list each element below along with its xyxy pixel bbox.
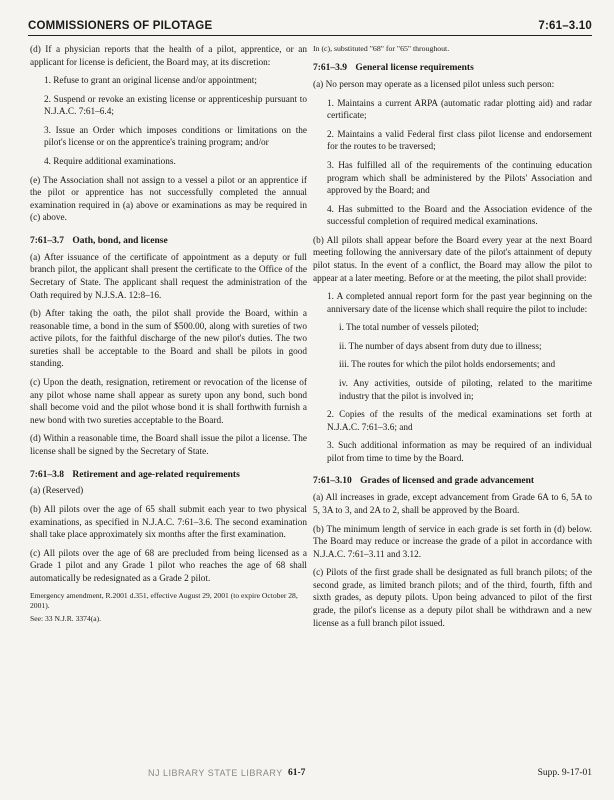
paragraph: (c) Upon the death, resignation, retirement or revocation of the license of any pilot whose name shall appear as surety upon any bond, such bond shall become void and the pilot whose bond it is shall forthwith furnish a new bond with two sureties acceptable to the Board. xyxy=(30,378,307,426)
list-item: 1. A completed annual report form for the past year beginning on the anniversary date of the license which shall require the pilot to include: xyxy=(327,292,592,315)
section-heading-3-7 xyxy=(30,235,307,248)
paragraph: (a) (Reserved) xyxy=(30,486,84,497)
list-item: 2. Suspend or revoke an existing license or apprenticeship pursuant to N.J.A.C. 7:61–6.4; xyxy=(44,94,307,118)
paragraph: (b) All pilots over the age of 65 shall submit each year to two physical examinations, as specified in N.J.A.C. 7:61–3.6. The second examination shall take place approximately six months after the first examination. xyxy=(30,505,307,541)
list-item: 3. Such additional information as may be required of an individual pilot from time to time by the Board. xyxy=(327,441,592,464)
supplement-date: Supp. 9-17-01 xyxy=(537,768,592,778)
page-footer xyxy=(28,768,592,784)
list-item: i. The total number of vessels piloted; xyxy=(339,323,479,334)
list-item: iv. Any activities, outside of piloting, related to the maritime industry that the pilot is involved in; xyxy=(339,379,592,402)
section-number: 7:61–3.10 xyxy=(313,476,352,487)
right-column xyxy=(313,44,592,636)
section-range: 7:61–3.10 xyxy=(538,20,592,32)
paragraph: (c) Pilots of the first grade shall be designated as full branch pilots; of the second grade, as limited branch pilots; and of the third, fourth, fifth and sixth grades, as deputy pilots. Upon being advanced to pilot of the first grade, the pilot's license as a deputy pilot shall be withdrawn and a new license as a full branch pilot issued. xyxy=(313,568,592,629)
paragraph: (a) No person may operate as a licensed pilot unless such person: xyxy=(313,80,555,91)
paragraph: (c) All pilots over the age of 68 are precluded from being licensed as a Grade 1 pilot and any Grade 1 pilot who reaches the age of 68 shall automatically be redesignated as a Grade 2 pilot. xyxy=(30,548,307,584)
section-title: Grades of licensed and grade advancement xyxy=(360,476,535,487)
paragraph: (b) All pilots shall appear before the Board every year at the next Board meeting following the anniversary date of the pilot's attainment of deputy pilot status. In the event of a conflict, the Board may allow the pilot to appear at a later meeting. Before or at the meeting, the pilot shall provide: xyxy=(313,235,592,284)
section-title: Oath, bond, and license xyxy=(72,235,168,246)
paragraph: (a) All increases in grade, except advancement from Grade 6A to 6, 5A to 5, 3A to 3, and 2A to 2, shall be approved by the Board. xyxy=(313,493,592,516)
list-item: 3. Has fulfilled all of the requirements of the continuing education program which shall be administered by the Pilots' Association and approved by the Board; and xyxy=(327,160,592,197)
list-item: 1. Refuse to grant an original license and/or appointment; xyxy=(44,76,257,87)
list-item: 4. Has submitted to the Board and the Association evidence of the successful completion of required medical examinations. xyxy=(327,204,592,228)
paragraph: (b) After taking the oath, the pilot shall provide the Board, within a reasonable time, a bond in the sum of $500.00, along with sureties of two active pilots, for the faithful discharge of the new pilot's duties. The two sureties shall be acceptable to the Board and shall be pilots in good standing. xyxy=(30,309,307,370)
list-item: ii. The number of days absent from duty due to illness; xyxy=(339,341,542,352)
paragraph: (a) After issuance of the certificate of appointment as a deputy or full branch pilot, the applicant shall present the certificate to the Office of the Secretary of State. The applicant shall request the administration of the Oath required by N.J.S.A. 12:8–16. xyxy=(30,252,307,301)
paragraph-e: (e) The Association shall not assign to a vessel a pilot or an apprentice if the pilot or apprentice has not successfully completed the annual examination required in (a) above or examinations as may be required in (c) above. xyxy=(30,175,307,224)
running-head xyxy=(28,14,592,32)
page-number: 61-7 xyxy=(288,768,306,778)
left-column xyxy=(30,44,307,627)
list-item: 3. Issue an Order which imposes conditions or limitations on the pilot's license or on the apprentice's training program; and/or xyxy=(44,125,307,149)
section-heading-3-8 xyxy=(30,469,307,482)
paragraph: (b) The minimum length of service in each grade is set forth in (d) below. The Board may reduce or increase the grade of a pilot in accordance with N.J.A.C. 7:61–3.11 and 3.12. xyxy=(313,524,592,560)
history-note: See: 33 N.J.R. 3374(a). xyxy=(30,614,102,624)
section-title: Retirement and age-related requirements xyxy=(72,469,240,480)
header-rule xyxy=(28,35,592,36)
paragraph: (d) Within a reasonable time, the Board shall issue the pilot a license. The license shall be signed by the Secretary of State. xyxy=(30,434,307,457)
section-number: 7:61–3.7 xyxy=(30,235,65,246)
section-heading-3-10 xyxy=(313,475,592,488)
chapter-title: COMMISSIONERS OF PILOTAGE xyxy=(28,20,213,32)
section-number: 7:61–3.9 xyxy=(313,63,348,74)
section-title: General license requirements xyxy=(355,63,474,74)
list-item: 2. Copies of the results of the medical examinations set forth at N.J.A.C. 7:61–3.6; and xyxy=(327,410,592,433)
library-stamp: NJ LIBRARY STATE LIBRARY xyxy=(148,768,283,778)
list-item: 2. Maintains a valid Federal first class pilot license and endorsement for the routes to be traversed; xyxy=(327,129,592,153)
paragraph-d: (d) If a physician reports that the health of a pilot, apprentice, or an applicant for license is deficient, the Board may, at its discretion: xyxy=(30,45,307,68)
list-item: 4. Require additional examinations. xyxy=(44,157,176,168)
section-heading-3-9 xyxy=(313,62,592,75)
list-item: 1. Maintains a current ARPA (automatic radar plotting aid) and radar certificate; xyxy=(327,98,592,122)
section-number: 7:61–3.8 xyxy=(30,469,65,480)
list-item: iii. The routes for which the pilot holds endorsements; and xyxy=(339,360,556,371)
history-note: Emergency amendment, R.2001 d.351, effective August 29, 2001 (to expire October 28, 2001). xyxy=(30,591,298,611)
history-note: In (c), substituted "68" for "65" throughout. xyxy=(313,44,450,53)
